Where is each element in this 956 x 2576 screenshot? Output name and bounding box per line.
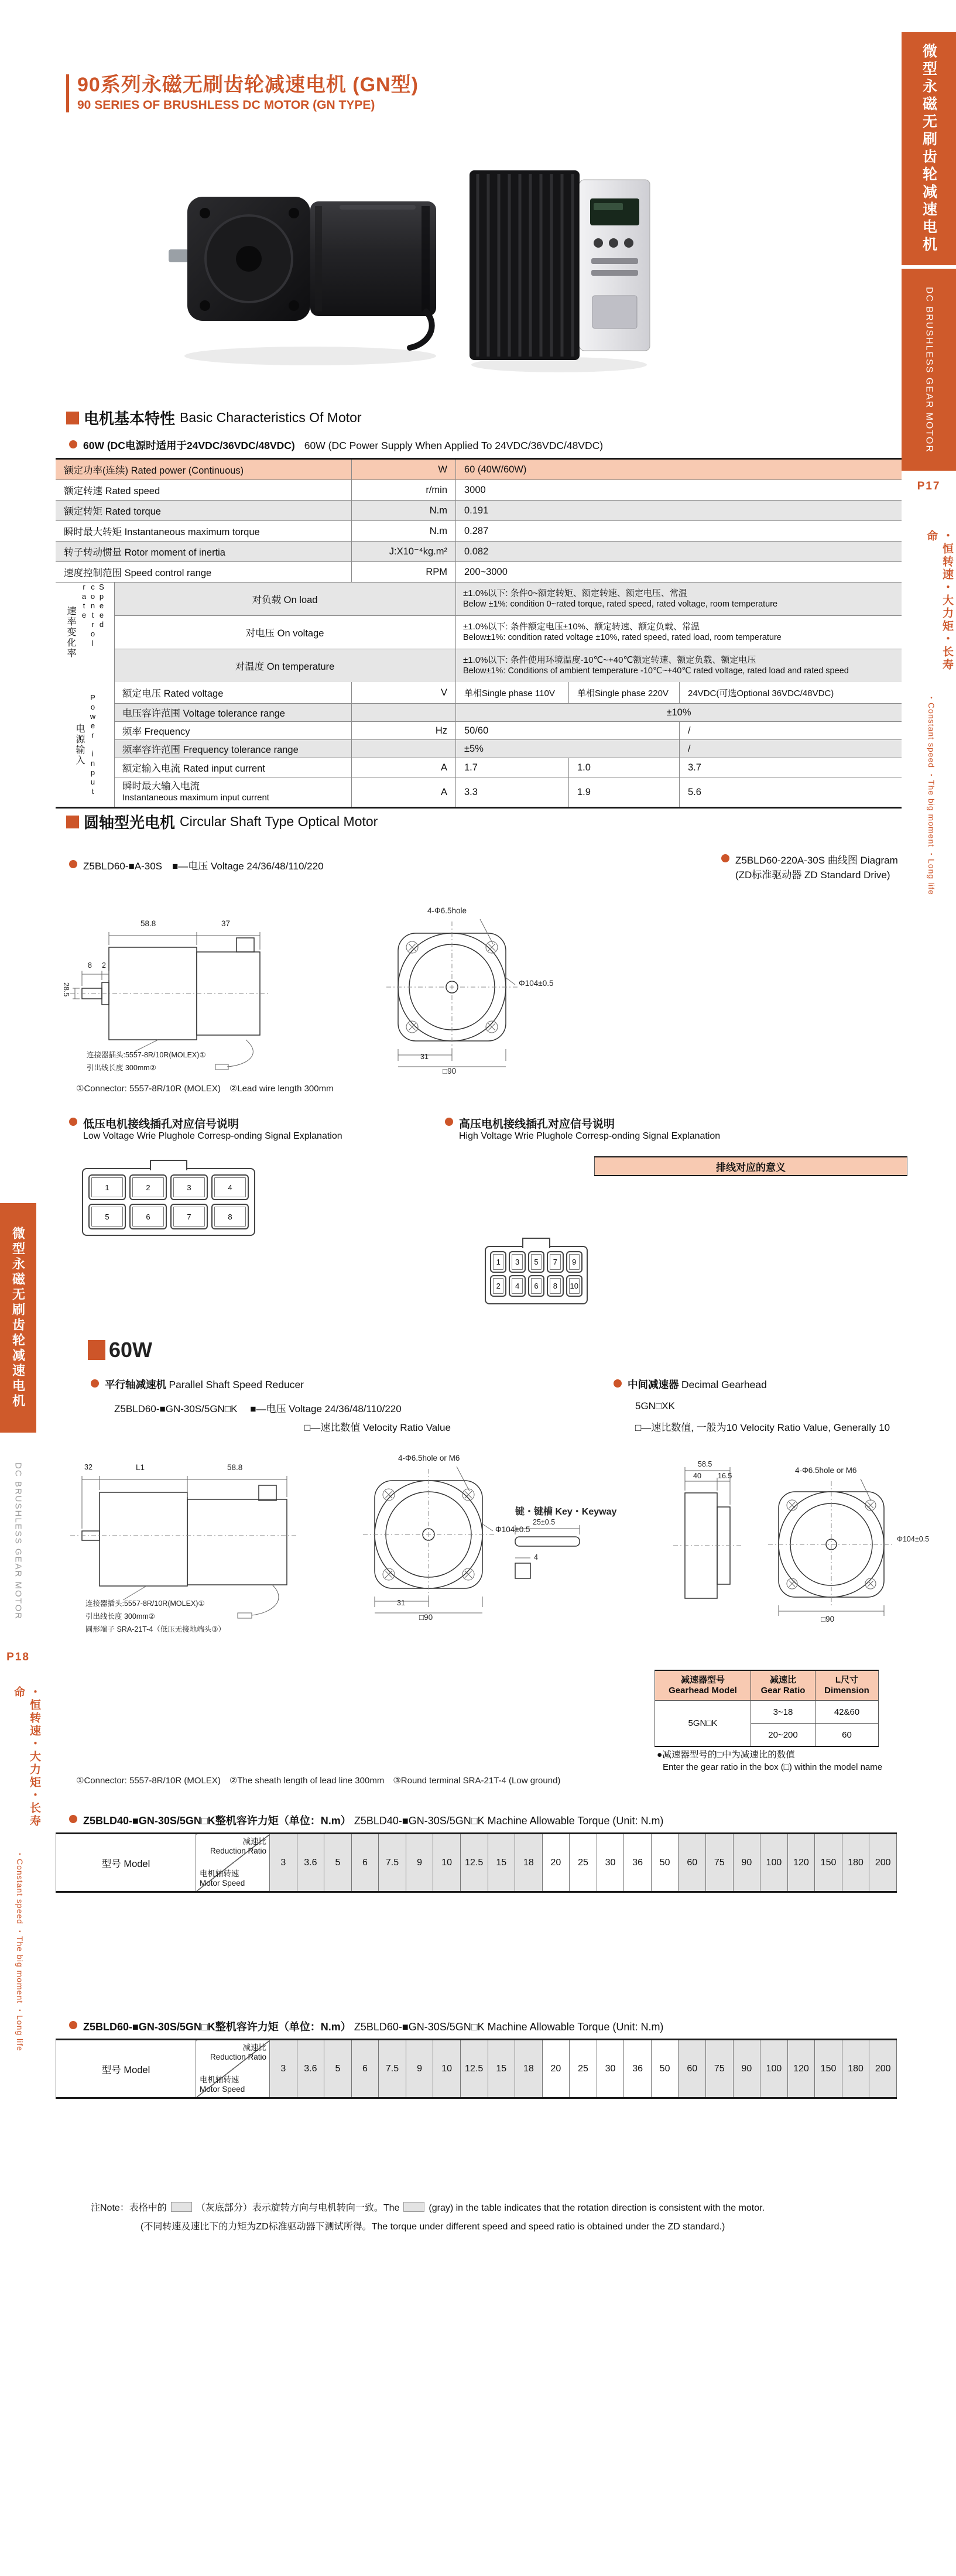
dim-label: 28.5 xyxy=(62,982,70,997)
table-row xyxy=(114,758,902,777)
high-voltage-connector-icon xyxy=(485,1246,588,1304)
value-cn: ±1.0%以下: 条件额定电压±10%、额定转速、额定负载、常温 xyxy=(463,621,700,632)
sidebar-series-label: 微型永磁无刷齿轮减速电机 xyxy=(920,43,937,254)
sidebar-right-series-block xyxy=(902,32,956,265)
corner-cell: 减速比 Reduction Ratio 电机轴转速 Motor Speed xyxy=(196,1834,270,1892)
ratio-header: 6 xyxy=(351,1834,379,1892)
ratio-header: 50 xyxy=(651,1834,679,1892)
gearhead-note-en: Enter the gear ratio in the box (□) within the model name xyxy=(663,1762,883,1772)
pin-number: 8 xyxy=(547,1275,563,1297)
torque-table-z5bld40 xyxy=(56,1832,897,1893)
section-basic-heading xyxy=(66,407,362,429)
pin-number: 3 xyxy=(509,1251,525,1273)
ratio-header-row xyxy=(56,1834,897,1892)
ratio-header: 5 xyxy=(324,1834,352,1892)
dim-label: L1 xyxy=(136,1463,145,1472)
slogan-cn-right: ・恒转速・大力矩・长寿命 xyxy=(925,530,953,672)
table-row xyxy=(56,480,902,501)
pin-number: 7 xyxy=(170,1204,208,1229)
ratio-header: 90 xyxy=(733,1834,760,1892)
row-label: 额定功率(连续) Rated power (Continuous) xyxy=(64,465,244,476)
ratio-header: 200 xyxy=(869,1834,897,1892)
diagram-title: Z5BLD60-220A-30S 曲线图 Diagram xyxy=(735,855,898,866)
dim-label: 40 xyxy=(693,1472,701,1480)
ratio-header: 6 xyxy=(351,2040,379,2098)
parallel-reducer-bullet xyxy=(91,1377,304,1392)
pin-number: 2 xyxy=(129,1174,167,1200)
page-number-left: P18 xyxy=(6,1651,30,1663)
row-value: 3000 xyxy=(455,480,902,500)
value-110v: 3.3 xyxy=(455,777,568,807)
table-row xyxy=(114,722,902,740)
value-220v: 1.9 xyxy=(568,777,679,807)
holes-label: 4-Φ6.5hole xyxy=(427,906,467,915)
value-ac: ±5% xyxy=(455,740,679,758)
dim-label: □90 xyxy=(419,1613,433,1622)
value-dc: / xyxy=(679,740,902,758)
value-ac: 50/60 xyxy=(455,722,679,739)
low-voltage-title-cn: 低压电机接线插孔对应信号说明 xyxy=(83,1118,239,1131)
ratio-legend-line: □—速比数值 Velocity Ratio Value xyxy=(304,1422,451,1433)
ratio-header: 18 xyxy=(515,1834,543,1892)
table-cell: 42&60 xyxy=(815,1701,879,1724)
model-code: Z5BLD60-■A-30S xyxy=(83,861,162,872)
table-row xyxy=(114,704,902,722)
ratio-header: 30 xyxy=(597,2040,624,2098)
parallel-title-en: Parallel Shaft Speed Reducer xyxy=(169,1379,304,1390)
pin-number: 6 xyxy=(528,1275,544,1297)
lead-wire-label: 引出线长度 300mm② xyxy=(85,1612,155,1621)
section-square-icon xyxy=(88,1340,105,1360)
voltage-legend: ■—电压 Voltage 24/36/48/110/220 xyxy=(172,861,324,872)
row-unit: W xyxy=(351,460,455,479)
slogan-en-left: ・Constant speed ・The big moment ・Long life xyxy=(15,1850,25,2051)
model-code: Z5BLD60-■GN-30S/5GN□K xyxy=(114,1403,238,1414)
group-label-en: Power input xyxy=(88,693,97,796)
basic-bullet xyxy=(69,438,603,453)
low-voltage-bullet xyxy=(69,1115,342,1142)
page-title xyxy=(66,74,419,112)
ratio-header: 15 xyxy=(488,1834,515,1892)
section-heading-en: Circular Shaft Type Optical Motor xyxy=(180,814,378,829)
row-unit: N.m xyxy=(351,501,455,520)
table-cell: 20~200 xyxy=(751,1724,815,1747)
pin-number: 8 xyxy=(211,1204,249,1229)
ratio-header: 75 xyxy=(706,1834,734,1892)
decimal-title-en: Decimal Gearhead xyxy=(681,1379,767,1390)
row-value: 200~3000 xyxy=(455,562,902,582)
ratio-header: 75 xyxy=(706,2040,734,2098)
value-110v: 单相Single phase 110V xyxy=(455,682,568,703)
value-en: Below ±1%: condition 0~rated torque, rated speed, rated voltage, room temperature xyxy=(463,600,778,609)
speed-rate-group xyxy=(56,583,902,682)
row-label: 电压容许范围 Voltage tolerance range xyxy=(122,708,285,719)
pin-number: 1 xyxy=(490,1251,506,1273)
value-dc: 24VDC(可选Optional 36VDC/48VDC) xyxy=(679,682,902,703)
row-unit: V xyxy=(351,682,455,703)
ratio-header: 3.6 xyxy=(297,2040,324,2098)
dim-label: 31 xyxy=(420,1053,429,1061)
terminal-label: 圆形端子 SRA-21T-4（低压无接地端头③） xyxy=(85,1625,226,1633)
ratio-header: 20 xyxy=(542,2040,570,2098)
dim-label: 2 xyxy=(102,961,106,970)
torque-table-z5bld60 xyxy=(56,2039,897,2099)
ratio-header: 25 xyxy=(570,1834,597,1892)
ratio-header: 9 xyxy=(406,1834,433,1892)
table-cell: 3~18 xyxy=(751,1701,815,1724)
connector-latch xyxy=(150,1160,187,1170)
ratio-header: 120 xyxy=(787,1834,815,1892)
ratio-header: 7.5 xyxy=(379,1834,406,1892)
key-keyway-title: 键・键槽 Key・Keyway xyxy=(515,1507,617,1517)
torque-title-cn: Z5BLD40-■GN-30S/5GN□K整机容许力矩（单位：N.m） xyxy=(83,1815,351,1827)
bullet-dot-icon xyxy=(69,2021,77,2029)
torque-title-en: Z5BLD40-■GN-30S/5GN□K Machine Allowable Torque (Unit: N.m) xyxy=(354,1815,664,1827)
value-220v: 1.0 xyxy=(568,758,679,777)
diameter-label: Φ104±0.5 xyxy=(519,979,554,988)
table-note-line2: (不同转速及速比下的力矩为ZD标准驱动器下测试所得。The torque under different speed and speed ratio is obtained under the ZD standard.) xyxy=(141,2222,725,2232)
ratio-header: 20 xyxy=(542,1834,570,1892)
ratio-header: 36 xyxy=(624,2040,652,2098)
ratio-header: 10 xyxy=(433,1834,461,1892)
group-label xyxy=(56,583,115,682)
connector-label: 连接器插头:5557-8R/10R(MOLEX)① xyxy=(87,1051,206,1059)
ratio-header-row xyxy=(56,2040,897,2098)
table-cell: 60 xyxy=(815,1724,879,1747)
ratio-header: 60 xyxy=(679,2040,706,2098)
row-value xyxy=(455,649,902,682)
dim-label: 4 xyxy=(534,1553,538,1561)
diagram-bullet xyxy=(721,852,898,881)
table-row xyxy=(114,777,902,807)
dim-label: 37 xyxy=(221,919,231,928)
gearhead-note xyxy=(657,1748,882,1772)
row-label: 频率 Frequency xyxy=(122,727,190,737)
bullet-dot-icon xyxy=(69,1815,77,1823)
row-label: 对负载 On load xyxy=(252,595,318,605)
row-label: 对温度 On temperature xyxy=(235,662,335,672)
pin-number: 1 xyxy=(88,1174,126,1200)
parallel-title-cn: 平行轴减速机 xyxy=(105,1379,166,1390)
bullet-dot-icon xyxy=(69,440,77,448)
pin-number: 5 xyxy=(88,1204,126,1229)
value-cn: ±1.0%以下: 条件使用环境温度-10℃~+40℃额定转速、额定负载、额定电压 xyxy=(463,655,756,665)
page-title-en: 90 SERIES OF BRUSHLESS DC MOTOR (GN TYPE) xyxy=(77,98,375,112)
torque-title-en: Z5BLD60-■GN-30S/5GN□K Machine Allowable Torque (Unit: N.m) xyxy=(354,2021,664,2033)
product-photo-motor xyxy=(164,141,457,378)
high-voltage-title-en: High Voltage Wrie Plughole Corresp-onding Signal Explanation xyxy=(459,1131,721,1141)
table-row xyxy=(56,521,902,542)
reducer-dimension-drawing xyxy=(70,1443,632,1765)
pin-number: 7 xyxy=(547,1251,563,1273)
gray-sample-box xyxy=(171,2202,192,2212)
high-voltage-title-cn: 高压电机接线插孔对应信号说明 xyxy=(459,1118,615,1131)
pin-number: 6 xyxy=(129,1204,167,1229)
group-label xyxy=(56,682,115,807)
row-unit: J:X10⁻⁴kg.m² xyxy=(351,542,455,561)
row-value xyxy=(455,583,902,615)
row-value: 0.082 xyxy=(455,542,902,561)
ratio-header: 12.5 xyxy=(460,2040,488,2098)
circular-model-bullet xyxy=(69,858,324,872)
dim-label: 58.8 xyxy=(227,1463,243,1472)
pin-number: 4 xyxy=(509,1275,525,1297)
sidebar-right-en-block xyxy=(902,269,956,471)
gearhead-model-table xyxy=(655,1670,879,1747)
drawing-footnote: ①Connector: 5557-8R/10R (MOLEX) ②The sheath length of lead line 300mm ③Round terminal SRA-21T-4 (Low ground) xyxy=(76,1776,561,1786)
dim-label: □90 xyxy=(821,1615,835,1623)
basic-bullet-cn: 60W (DC电源时适用于24VDC/36VDC/48VDC) xyxy=(83,440,295,451)
section-heading-cn: 圆轴型光电机 xyxy=(84,814,176,831)
row-label: 对电压 On voltage xyxy=(245,628,324,639)
bullet-dot-icon xyxy=(69,1118,77,1126)
bullet-dot-icon xyxy=(91,1379,99,1388)
section-square-icon xyxy=(66,816,79,828)
ratio-header: 18 xyxy=(515,2040,543,2098)
bullet-dot-icon xyxy=(445,1118,453,1126)
dimension-header: L尺寸 Dimension xyxy=(815,1670,879,1701)
ratio-header: 12.5 xyxy=(460,1834,488,1892)
ratio-header: 50 xyxy=(651,2040,679,2098)
high-voltage-bullet xyxy=(445,1115,720,1142)
product-photo-driver xyxy=(462,149,656,381)
table-row xyxy=(114,649,902,682)
value-dc: 3.7 xyxy=(679,758,902,777)
value-en: Below±1%: Conditions of ambient temperature -10℃~+40℃ rated voltage, rated load and rated speed xyxy=(463,666,849,676)
ratio-header: 9 xyxy=(406,2040,433,2098)
value-220v: 单相Single phase 220V xyxy=(568,682,679,703)
gearhead-model-header: 减速器型号 Gearhead Model xyxy=(655,1670,751,1701)
ratio-header: 7.5 xyxy=(379,2040,406,2098)
ratio-header: 200 xyxy=(869,2040,897,2098)
decimal-model: 5GN□XK xyxy=(635,1400,675,1412)
row-unit: Hz xyxy=(351,722,455,739)
row-label: 额定电压 Rated voltage xyxy=(122,688,224,699)
ratio-header: 180 xyxy=(842,2040,869,2098)
pin-number: 3 xyxy=(170,1174,208,1200)
sidebar-series-label: 微型永磁无刷齿轮减速电机 xyxy=(11,1227,26,1409)
gearhead-note-cn: ●减速器型号的□中为减速比的数值 xyxy=(657,1750,795,1760)
section-60w-heading xyxy=(88,1338,152,1362)
table-note-line1: 注Note：表格中的 （灰底部分）表示旋转方向与电机转向一致。The (gray) in the table indicates that the rotation direction is consistent with the motor. xyxy=(91,2203,765,2213)
ratio-header: 60 xyxy=(679,1834,706,1892)
row-unit: r/min xyxy=(351,480,455,500)
sidebar-left-en-block: DC BRUSHLESS GEAR MOTOR xyxy=(13,1462,23,1621)
decimal-title-cn: 中间减速器 xyxy=(628,1379,679,1390)
table-row xyxy=(56,542,902,562)
table-row xyxy=(655,1701,879,1724)
row-value: ±10% xyxy=(455,704,902,721)
section-heading-cn: 电机基本特性 xyxy=(84,410,176,427)
ratio-header: 15 xyxy=(488,2040,515,2098)
row-unit xyxy=(351,740,455,758)
pin-number: 9 xyxy=(566,1251,582,1273)
table-row xyxy=(114,616,902,649)
diameter-label: Φ104±0.5 xyxy=(495,1525,530,1534)
torque-title-cn: Z5BLD60-■GN-30S/5GN□K整机容许力矩（单位：N.m） xyxy=(83,2021,351,2033)
sidebar-left-series-block xyxy=(0,1203,36,1433)
pin-number: 2 xyxy=(490,1275,506,1297)
page-number-right: P17 xyxy=(917,480,941,492)
pin-number: 4 xyxy=(211,1174,249,1200)
model-header: 型号 Model xyxy=(56,2040,196,2098)
motor-dimension-drawing xyxy=(62,896,644,1077)
voltage-legend: ■—电压 Voltage 24/36/48/110/220 xyxy=(250,1403,402,1414)
group-label-cn: 速率变化率 xyxy=(66,606,76,659)
page-title-cn: 90系列永磁无刷齿轮减速电机 (GN型) xyxy=(77,74,419,96)
ratio-header: 30 xyxy=(597,1834,624,1892)
basic-bullet-en: 60W (DC Power Supply When Applied To 24VDC/36VDC/48VDC) xyxy=(304,440,604,451)
row-value xyxy=(455,616,902,649)
value-dc: / xyxy=(679,722,902,739)
wire-meaning-header: 排线对应的意义 xyxy=(595,1157,907,1176)
drawing-footnote: ①Connector: 5557-8R/10R (MOLEX) ②Lead wire length 300mm xyxy=(76,1084,334,1094)
row-unit: RPM xyxy=(351,562,455,582)
table-row xyxy=(114,583,902,616)
connector-latch xyxy=(522,1238,550,1248)
ratio-header: 3.6 xyxy=(297,1834,324,1892)
gearhead-model-cell: 5GN□K xyxy=(655,1701,751,1747)
operation-area-chart xyxy=(725,890,941,1083)
row-value: 0.287 xyxy=(455,521,902,541)
pin-number: 10 xyxy=(566,1275,582,1297)
torque-table1-title xyxy=(69,1813,663,1828)
low-voltage-title-en: Low Voltage Wrie Plughole Corresp-onding Signal Explanation xyxy=(83,1131,342,1141)
slogan-cn-left: ・恒转速・大力矩・长寿命 xyxy=(12,1686,40,1828)
bullet-dot-icon xyxy=(721,854,729,862)
model-header: 型号 Model xyxy=(56,1834,196,1892)
row-label: 转子转动惯量 Rotor moment of inertia xyxy=(64,547,225,558)
high-voltage-signal-table xyxy=(594,1156,907,1176)
row-label-cn: 瞬时最大输入电流 xyxy=(122,781,200,792)
dim-label: 32 xyxy=(84,1463,92,1471)
row-value: 60 (40W/60W) xyxy=(455,460,902,479)
corner-cell: 减速比 Reduction Ratio 电机轴转速 Motor Speed xyxy=(196,2040,270,2098)
ratio-header: 25 xyxy=(570,2040,597,2098)
ratio-header: 100 xyxy=(760,2040,788,2098)
lead-wire-label: 引出线长度 300mm② xyxy=(87,1064,156,1072)
pin-number: 5 xyxy=(528,1251,544,1273)
group-label-en: Speed control rate xyxy=(80,583,106,648)
section-heading-60w: 60W xyxy=(109,1338,153,1362)
value-en: Below±1%: condition rated voltage ±10%, rated speed, rated load, room temperature xyxy=(463,633,782,643)
row-unit: A xyxy=(351,777,455,807)
torque-table2-title xyxy=(69,2019,663,2034)
ratio-header: 36 xyxy=(624,1834,652,1892)
dim-label: □90 xyxy=(443,1067,457,1075)
bullet-dot-icon xyxy=(614,1379,622,1388)
row-label xyxy=(114,777,351,807)
gear-ratio-header: 减速比 Gear Ratio xyxy=(751,1670,815,1701)
dim-label: 58.5 xyxy=(698,1460,712,1468)
holes-label: 4-Φ6.5hole or M6 xyxy=(398,1454,460,1462)
row-unit xyxy=(351,704,455,721)
ratio-header: 10 xyxy=(433,2040,461,2098)
section-heading-en: Basic Characteristics Of Motor xyxy=(180,410,362,425)
decimal-gearhead-bullet xyxy=(614,1377,767,1392)
row-value: 0.191 xyxy=(455,501,902,520)
section-circular-heading xyxy=(66,811,378,833)
basic-characteristics-table xyxy=(56,458,902,809)
value-dc: 5.6 xyxy=(679,777,902,807)
diameter-label: Φ104±0.5 xyxy=(897,1535,930,1543)
dim-label: 8 xyxy=(88,961,92,970)
ratio-header: 120 xyxy=(787,2040,815,2098)
row-label: 频率容许范围 Frequency tolerance range xyxy=(122,745,299,755)
ratio-header: 3 xyxy=(270,2040,297,2098)
bullet-dot-icon xyxy=(69,860,77,868)
dim-label: 16.5 xyxy=(718,1472,732,1480)
ratio-header: 150 xyxy=(815,1834,842,1892)
table-row xyxy=(56,562,902,583)
table-row xyxy=(114,740,902,758)
ratio-header: 100 xyxy=(760,1834,788,1892)
ratio-header: 180 xyxy=(842,1834,869,1892)
value-cn: ±1.0%以下: 条件0~额定转矩、额定转速、额定电压、常温 xyxy=(463,588,687,598)
ratio-header: 150 xyxy=(815,2040,842,2098)
ratio-header: 90 xyxy=(733,2040,760,2098)
slogan-en-right: ・Constant speed ・The big moment ・Long life xyxy=(927,694,936,895)
table-row xyxy=(114,682,902,704)
row-label: 额定输入电流 Rated input current xyxy=(122,763,265,774)
row-unit: A xyxy=(351,758,455,777)
sidebar-en-label: DC BRUSHLESS GEAR MOTOR xyxy=(924,286,934,453)
parallel-model-line xyxy=(114,1400,402,1415)
row-label: 额定转速 Rated speed xyxy=(64,486,160,496)
dim-label: 58.8 xyxy=(141,919,156,928)
table-row xyxy=(56,501,902,521)
row-label: 速度控制范围 Speed control range xyxy=(64,568,212,578)
ratio-header: 3 xyxy=(270,1834,297,1892)
table-row xyxy=(56,460,902,480)
group-label-cn: 电源输入 xyxy=(74,723,84,766)
section-square-icon xyxy=(66,412,79,424)
decimal-legend: □—速比数值, 一般为10 Velocity Ratio Value, Generally 10 xyxy=(635,1422,890,1433)
row-label: 瞬时最大转矩 Instantaneous maximum torque xyxy=(64,527,260,537)
low-voltage-connector-icon xyxy=(82,1168,255,1236)
row-label: 额定转矩 Rated torque xyxy=(64,506,161,517)
gray-sample-box xyxy=(403,2202,424,2212)
row-label-en: Instantaneous maximum input current xyxy=(122,792,269,803)
dim-label: 25±0.5 xyxy=(533,1518,556,1526)
decimal-gearhead-drawing xyxy=(667,1446,943,1645)
connector-label: 连接器插头:5557-8R/10R(MOLEX)① xyxy=(85,1599,205,1608)
ratio-header: 5 xyxy=(324,2040,352,2098)
value-110v: 1.7 xyxy=(455,758,568,777)
dim-label: 31 xyxy=(397,1599,405,1607)
diagram-subtitle: (ZD标准驱动器 ZD Standard Drive) xyxy=(735,869,890,881)
row-unit: N.m xyxy=(351,521,455,541)
power-input-group xyxy=(56,682,902,807)
holes-label: 4-Φ6.5hole or M6 xyxy=(795,1466,857,1475)
